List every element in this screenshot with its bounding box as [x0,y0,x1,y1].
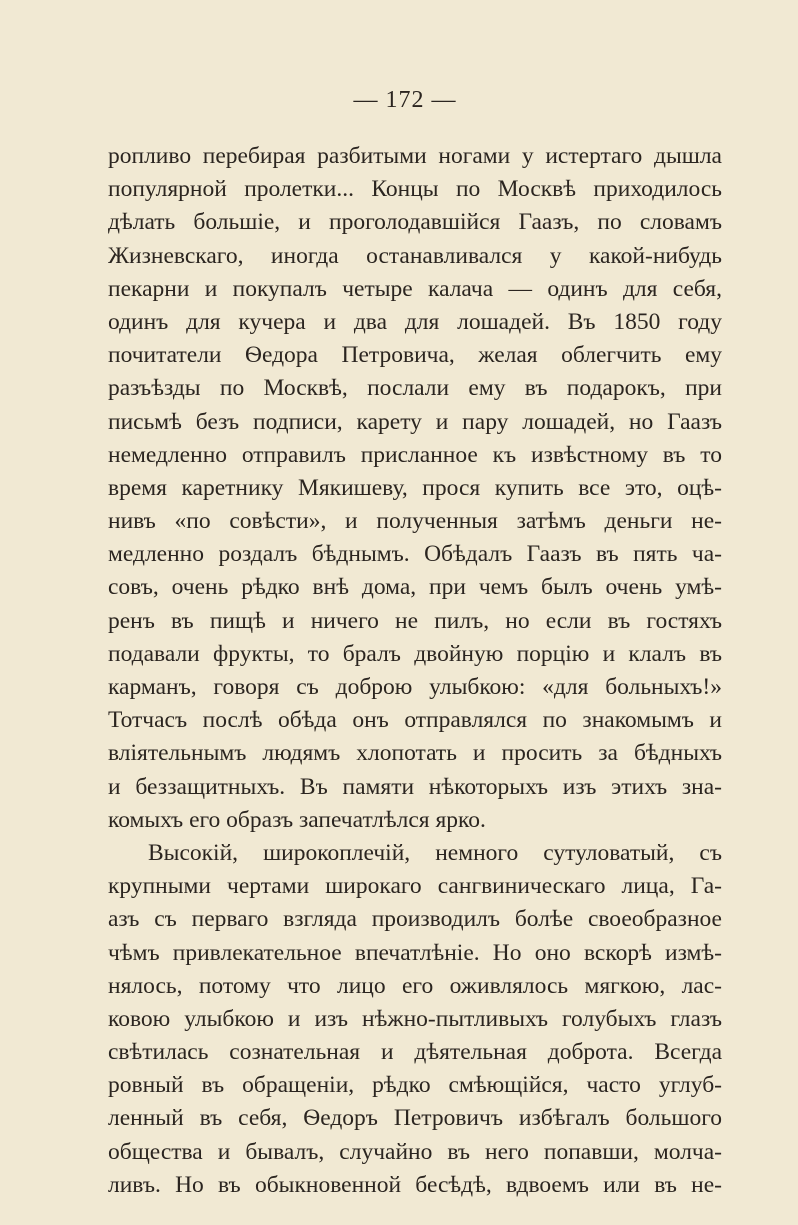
text-line: ровный въ обращеніи, рѣдко смѣющійся, часто углуб- [108,1072,722,1099]
text-line: чѣмъ привлекательное впечатлѣніе. Но оно вскорѣ измѣ- [108,939,722,966]
text-line-paragraph-end: комыхъ его образъ запечатлѣлся ярко. [108,806,486,833]
text-line: и беззащитныхъ. Въ памяти нѣкоторыхъ изъ этихъ зна- [108,773,722,800]
text-line: пекарни и покупалъ четыре калача — одинъ для себя, [108,275,722,302]
text-line: ковою улыбкою и изъ нѣжно-пытливыхъ голубыхъ глазъ [108,1005,722,1032]
text-line: одинъ для кучера и два для лошадей. Въ 1850 году [108,308,722,335]
text-line: нялось, потому что лицо его оживлялось мягкою, лас- [108,972,722,999]
text-line: ренъ въ пищѣ и ничего не пилъ, но если въ гостяхъ [108,607,722,634]
text-line: почитатели Ѳедора Петровича, желая облегчить ему [108,342,722,369]
text-line: вліятельнымъ людямъ хлопотать и просить за бѣдныхъ [108,740,722,767]
text-line: нивъ «по совѣсти», и полученныя затѣмъ деньги не- [108,508,722,535]
text-line: азъ съ перваго взгляда производилъ болѣе своеобразное [108,906,722,933]
text-line: ленный въ себя, Ѳедоръ Петровичъ избѣгалъ большого [108,1105,722,1132]
text-line-paragraph-start: Высокій, широкоплечій, немного сутуловатый, съ [148,839,722,866]
text-line: немедленно отправилъ присланное къ извѣстному въ то [108,441,722,468]
text-line: дѣлать большіе, и проголодавшійся Гаазъ, по словамъ [108,209,722,236]
text-line: Жизневскаго, иногда останавливался у какой-нибудь [108,242,722,269]
text-line: карманъ, говоря съ доброю улыбкою: «для больныхъ!» [108,674,722,700]
text-line: свѣтилась сознательная и дѣятельная доброта. Всегда [108,1039,722,1066]
text-line: письмѣ безъ подписи, карету и пару лошадей, но Гаазъ [108,408,722,435]
text-line: общества и бывалъ, случайно въ него попавши, молча- [108,1138,722,1165]
text-line: подавали фрукты, то бралъ двойную порцію и клалъ въ [108,640,722,667]
text-line: ропливо перебирая разбитыми ногами у истертаго дышла [108,143,722,169]
page-body-text [108,140,722,1202]
page-number: — 172 — [353,87,457,113]
text-line: время каретнику Мякишеву, прося купить все это, оцѣ- [108,474,722,501]
text-line: Тотчасъ послѣ обѣда онъ отправлялся по знакомымъ и [108,707,722,734]
text-line: ливъ. Но въ обыкновенной бесѣдѣ, вдвоемъ или въ не- [108,1171,722,1198]
text-line: медленно роздалъ бѣднымъ. Обѣдалъ Гаазъ въ пять ча- [108,541,722,568]
text-line: совъ, очень рѣдко внѣ дома, при чемъ былъ очень умѣ- [108,574,722,601]
text-line: популярной пролетки... Концы по Москвѣ приходилось [108,176,722,203]
text-line: разъѣзды по Москвѣ, послали ему въ подарокъ, при [108,375,722,402]
text-line: крупными чертами широкаго сангвиническаго лица, Га- [108,873,722,900]
